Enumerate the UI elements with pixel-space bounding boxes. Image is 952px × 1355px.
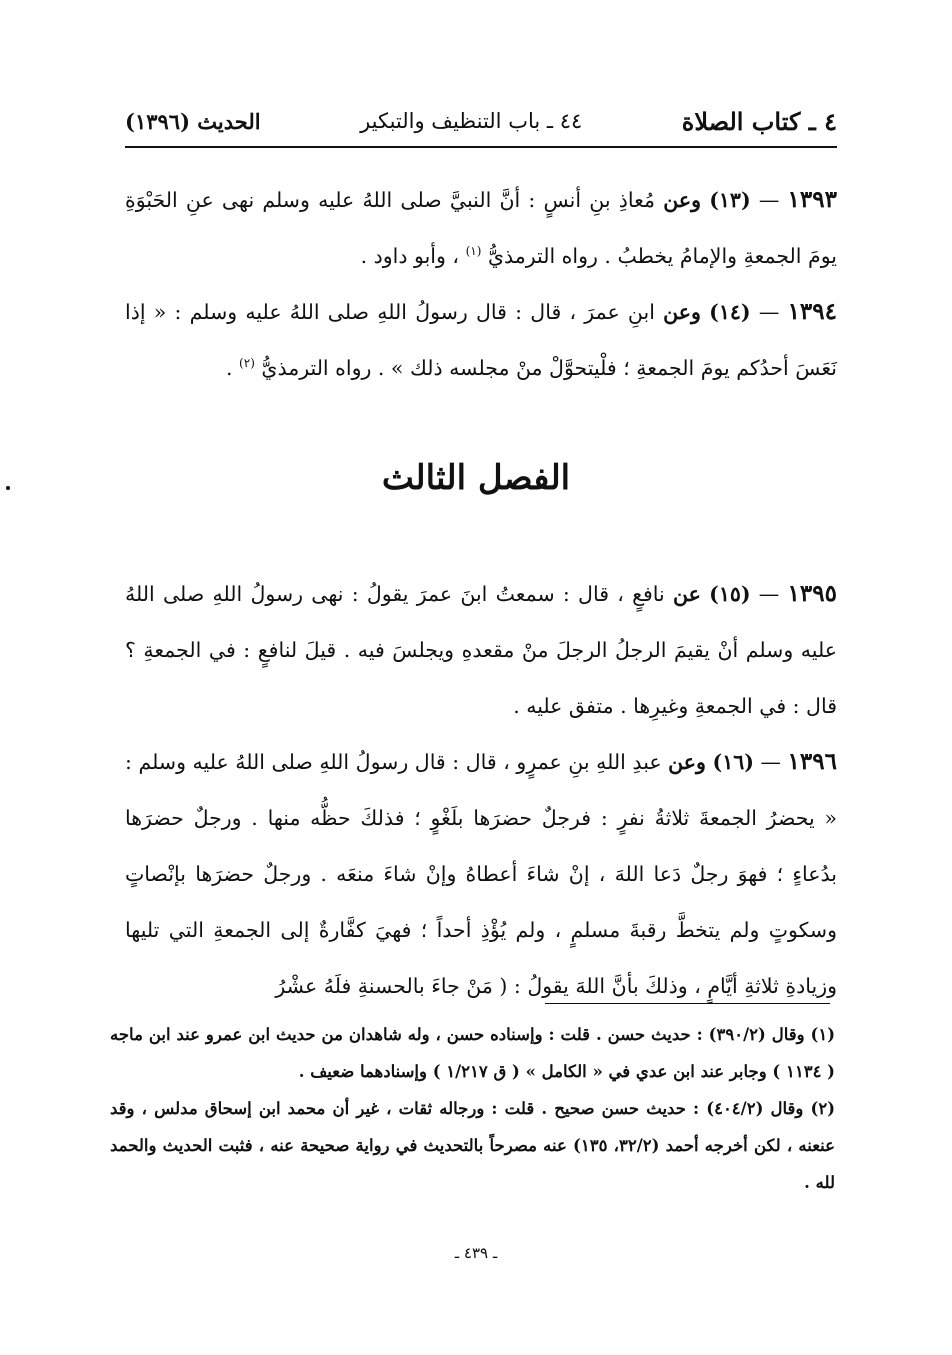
hadith-number: ١٣٩٦ [787,748,837,775]
page-number: ـ ٤٣٩ ـ [454,1244,498,1262]
footnotes [110,1016,835,1201]
hadith-number: ١٣٩٥ [787,580,837,607]
hadith-text: مُعاذِ بنِ أنسٍ : أنَّ النبيَّ صلى اللهُ عليه وسلم نهى عنِ الحَبْوَةِ يومَ الجمعةِ والإمامُ يخطبُ . رواه الترمذيُّ [125,188,837,268]
hadith-number: ١٣٩٣ [787,186,837,213]
hadith-sub-number: (١٤) [709,300,751,324]
hadith-text: نافعٍ ، قال : سمعتُ ابنَ عمرَ يقولُ : نهى رسولُ اللهِ صلى اللهُ عليه وسلم أنْ يقيمَ الرجلُ الرجلَ منْ مقعدهِ ويجلسَ فيه . قيلَ لنافعٍ : في الجمعةِ ؟ قال : في الجمعةِ وغيرِها . متفق عليه . [125,582,837,718]
hadith-sub-number: (١٣) [709,188,751,212]
hadith-text-tail: ، وأبو داود . [360,244,460,268]
footnote-1: (١) وقال (٣٩٠/٢) : حديث حسن . قلت : وإسناده حسن ، وله شاهدان من حديث ابن عمرو عند ابن ماجه ( ١١٣٤ ) وجابر عند ابن عدي في « الكامل » ( ق ١/٢١٧ ) وإسنادهما ضعيف . [110,1025,836,1081]
hadith-1395: ١٣٩٥ — (١٥) عن نافعٍ ، قال : سمعتُ ابنَ عمرَ يقولُ : نهى رسولُ اللهِ صلى اللهُ عليه وسلم أنْ يقيمَ الرجلُ الرجلَ منْ مقعدهِ ويجلسَ فيه . قيلَ لنافعٍ : في الجمعةِ ؟ قال : في الجمعةِ وغيرِها . متفق عليه . [125,580,837,718]
hadith-number: ١٣٩٤ [787,298,837,325]
narrator-prefix: وعن [663,188,701,212]
narrator-prefix: وعن [668,750,706,774]
hadith-sub-number: (١٥) [709,582,751,606]
footnote-separator [545,1003,830,1004]
hadith-1393: ١٣٩٣ — (١٣) وعن مُعاذِ بنِ أنسٍ : أنَّ النبيَّ صلى اللهُ عليه وسلم نهى عنِ الحَبْوَةِ يومَ الجمعةِ والإمامُ يخطبُ . رواه الترمذيُّ $^{(١)}$ ، وأبو داود . [125,186,837,268]
narrator-prefix: وعن [663,300,701,324]
footnote-ref: (٢) [239,356,255,371]
hadith-text: عبدِ اللهِ بنِ عمرٍو ، قال : قال رسولُ اللهِ صلى اللهُ عليه وسلم : « يحضرُ الجمعةَ ثلاثةُ نفرٍ : فرجلٌ حضرَها بلَغْوٍ ؛ فذلكَ حظُّه منها . ورجلٌ حضرَها بدُعاءٍ ؛ فهوَ رجلٌ دَعا اللهَ ، إنْ شاءَ أعطاهُ وإنْ شاءَ منعَه . ورجلٌ حضرَها بإنْصاتٍ وسكوتٍ ولم يتخطَّ رقبةَ مسلمٍ ، ولم يُؤْذِ أحداً ؛ فهيَ كفَّارةٌ إلى الجمعةِ التي تليها وزيادةِ ثلاثةِ أيَّامٍ ، وذلكَ بأنَّ اللهَ يقولُ : ( مَنْ جاءَ بالحسنةِ فلَهُ عشْرُ [125,750,837,998]
hadith-text: ابنِ عمرَ ، قال : قال رسولُ اللهِ صلى اللهُ عليه وسلم : « إذا نَعَسَ أحدُكم يومَ الجمعةِ ؛ فلْيتحوَّلْ منْ مجلسه ذلك » . رواه الترمذيُّ [125,300,837,380]
narrator-prefix: عن [673,582,701,606]
footnote-ref: (١) [465,244,482,259]
footnote-2: (٢) وقال (٤٠٤/٢) : حديث حسن صحيح . قلت : ورجاله ثقات ، غير أن محمد ابن إسحاق مدلس ، وقد عنعنه ، لكن أخرجه أحمد (٣٢/٢، ١٣٥) عنه مصرحاً بالتحديث في رواية صحيحة عنه ، فثبت الحديث والحمد لله . [110,1099,835,1192]
hadith-text-tail: . [225,356,233,380]
hadith-block-top [125,172,837,396]
header-chapter-title: ٤٤ ـ باب التنظيف والتبكير [360,109,583,133]
hadith-1394: ١٣٩٤ — (١٤) وعن ابنِ عمرَ ، قال : قال رسولُ اللهِ صلى اللهُ عليه وسلم : « إذا نَعَسَ أحدُكم يومَ الجمعةِ ؛ فلْيتحوَّلْ منْ مجلسه ذلك » . رواه الترمذيُّ $^{(٢)}$ . [125,298,837,380]
section-title: الفصل الثالث [381,458,571,498]
running-header [125,96,837,148]
hadith-sub-number: (١٦) [712,750,754,774]
hadith-block-bottom [125,566,837,1014]
header-book-title: ٤ ـ كتاب الصلاة [681,106,837,136]
header-hadith-range: الحديث (١٣٩٦) [125,108,261,134]
hadith-1396: ١٣٩٦ — (١٦) وعن عبدِ اللهِ بنِ عمرٍو ، قال : قال رسولُ اللهِ صلى اللهُ عليه وسلم : « يحضرُ الجمعةَ ثلاثةُ نفرٍ : فرجلٌ حضرَها بلَغْوٍ ؛ فذلكَ حظُّه منها . ورجلٌ حضرَها بدُعاءٍ ؛ فهوَ رجلٌ دَعا اللهَ ، إنْ شاءَ أعطاهُ وإنْ شاءَ منعَه . ورجلٌ حضرَها بإنْصاتٍ وسكوتٍ ولم يتخطَّ رقبةَ مسلمٍ ، ولم يُؤْذِ أحداً ؛ فهيَ كفَّارةٌ إلى الجمعةِ التي تليها وزيادةِ ثلاثةِ أيَّامٍ ، وذلكَ بأنَّ اللهَ يقولُ : ( مَنْ جاءَ بالحسنةِ فلَهُ عشْرُ [125,748,837,998]
